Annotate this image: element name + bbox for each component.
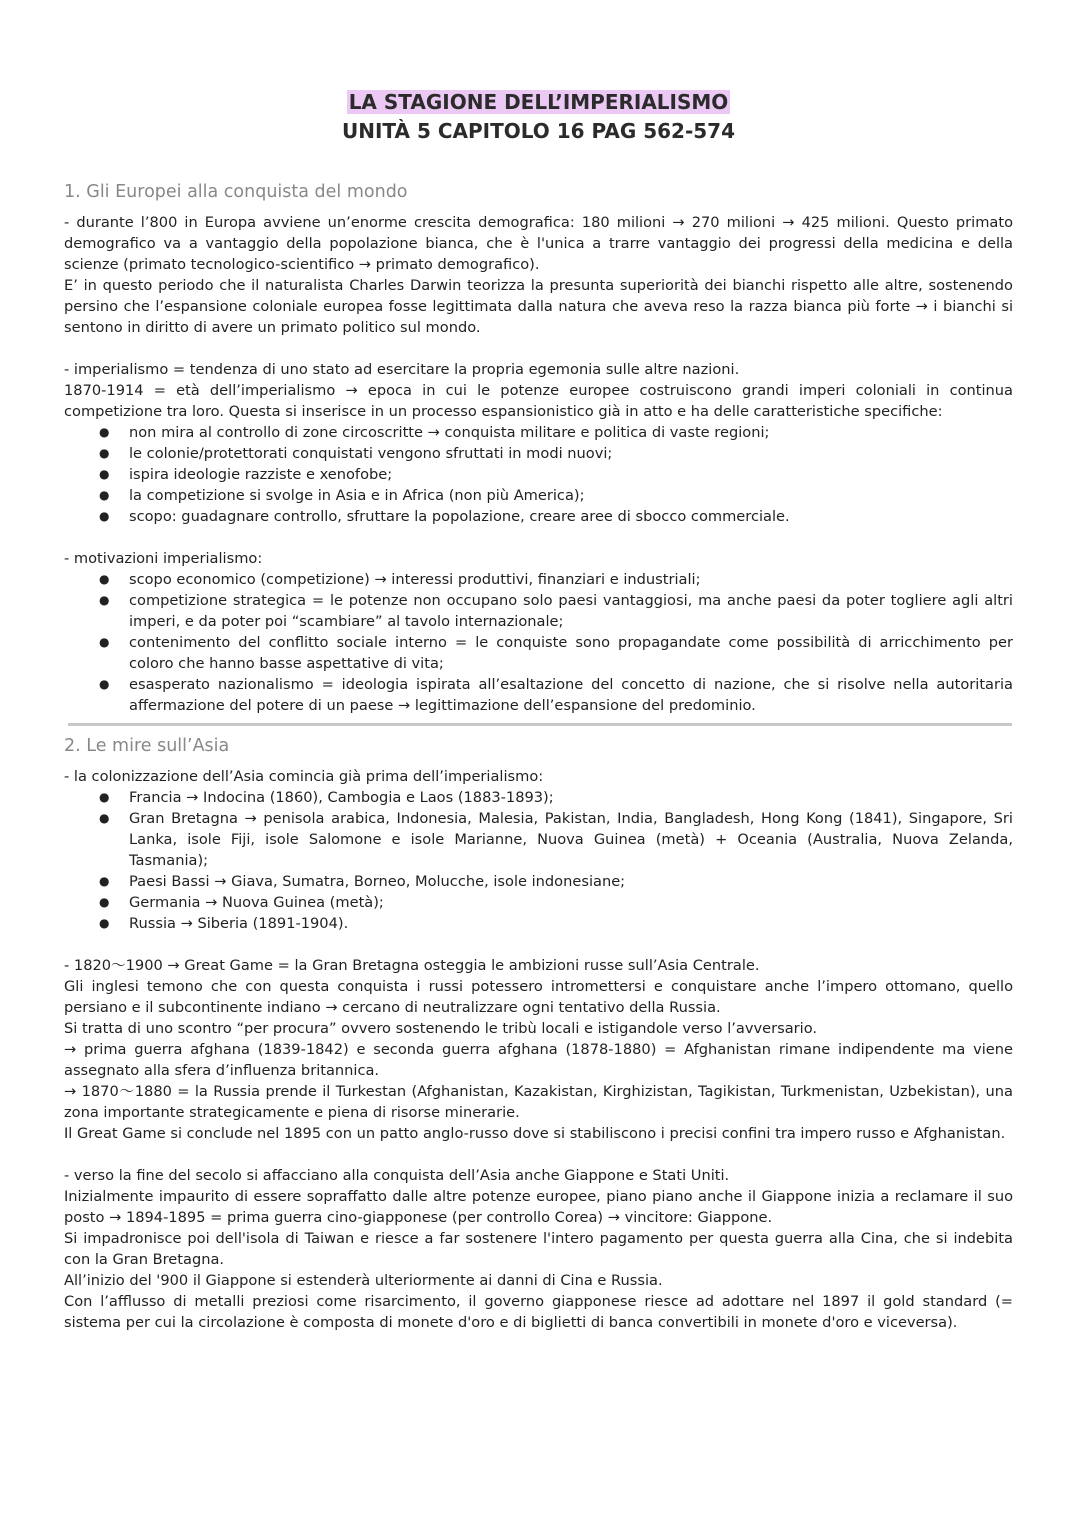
list-item: ● Gran Bretagna → penisola arabica, Indonesia, Malesia, Pakistan, India, Bangladesh, Hong Kong (1841), Singapore, Sri Lanka, isole Fiji, isole Salomone e isole Marianne, Nuova Guinea (metà) + Oceania (Australia, Nuova Zelanda, Tasmania); bbox=[99, 810, 1013, 869]
section-divider bbox=[68, 723, 1012, 726]
document-page bbox=[64, 88, 1013, 1333]
paragraph: - imperialismo = tendenza di uno stato ad esercitare la propria egemonia sulle altre nazioni. bbox=[64, 361, 740, 378]
bullet-icon: ● bbox=[99, 874, 110, 888]
list-item: ● competizione strategica = le potenze non occupano solo paesi vantaggiosi, ma anche paesi da poter togliere agli altri imperi, e da poter poi “scambiare” al tavolo internazionale; bbox=[99, 592, 1013, 630]
bullet-icon: ● bbox=[99, 572, 110, 586]
paragraph: - la colonizzazione dell’Asia comincia già prima dell’imperialismo: bbox=[64, 768, 544, 785]
list-item: ● Germania → Nuova Guinea (metà); bbox=[99, 894, 384, 911]
paragraph: E’ in questo periodo che il naturalista Charles Darwin teorizza la presunta superiorità dei bianchi rispetto alle altre, sostenendo persino che l’espansione coloniale europea fosse legittimata dalla natura che aveva reso la razza bianca più forte → i bianchi si sentono in diritto di avere un primato politico sul mondo. bbox=[64, 277, 1013, 336]
bullet-icon: ● bbox=[99, 811, 110, 825]
bullet-icon: ● bbox=[99, 635, 110, 649]
paragraph: - durante l’800 in Europa avviene un’enorme crescita demografica: 180 milioni → 270 milioni → 425 milioni. Questo primato demografico va a vantaggio della popolazione bianca, che è l'unica a trarre vantaggio dei progressi della medicina e della scienze (primato tecnologico-scientifico → primato demografico). bbox=[64, 214, 1013, 273]
list-item: ● ispira ideologie razziste e xenofobe; bbox=[99, 466, 393, 483]
section-2-heading: 2. Le mire sull’Asia bbox=[64, 736, 230, 756]
paragraph: → 1870〜1880 = la Russia prende il Turkestan (Afghanistan, Kazakistan, Kirghizistan, Tagikistan, Turkmenistan, Uzbekistan), una zona importante strategicamente e piena di risorse minerarie. bbox=[64, 1083, 1013, 1121]
list-item: ● non mira al controllo di zone circoscritte → conquista militare e politica di vaste regioni; bbox=[99, 424, 770, 441]
bullet-icon: ● bbox=[99, 509, 110, 523]
subtitle: UNITÀ 5 CAPITOLO 16 PAG 562-574 bbox=[342, 119, 735, 143]
paragraph: Si impadronisce poi dell'isola di Taiwan e riesce a far sostenere l'intero pagamento per questa guerra alla Cina, che si indebita con la Gran Bretagna. bbox=[64, 1230, 1013, 1268]
paragraph: - motivazioni imperialismo: bbox=[64, 550, 263, 567]
paragraph: Con l’afflusso di metalli preziosi come risarcimento, il governo giapponese riesce ad adottare nel 1897 il gold standard (= sistema per cui la circolazione è composta di monete d'oro e di biglietti di banca convertibili in monete d'oro e viceversa). bbox=[64, 1293, 1013, 1331]
list-item: ● Paesi Bassi → Giava, Sumatra, Borneo, Molucche, isole indonesiane; bbox=[99, 873, 626, 890]
section-1-heading: 1. Gli Europei alla conquista del mondo bbox=[64, 182, 408, 202]
bullet-list-colonies bbox=[64, 787, 1013, 934]
bullet-icon: ● bbox=[99, 425, 110, 439]
list-item: ● contenimento del conflitto sociale interno = le conquiste sono propagandate come possibilità di arricchimento per coloro che hanno basse aspettative di vita; bbox=[99, 634, 1013, 672]
bullet-icon: ● bbox=[99, 467, 110, 481]
list-item: ● le colonie/protettorati conquistati vengono sfruttati in modi nuovi; bbox=[99, 445, 613, 462]
bullet-icon: ● bbox=[99, 446, 110, 460]
bullet-icon: ● bbox=[99, 916, 110, 930]
paragraph: All’inizio del '900 il Giappone si estenderà ulteriormente ai danni di Cina e Russia. bbox=[64, 1272, 663, 1289]
bullet-icon: ● bbox=[99, 677, 110, 691]
list-item: ● scopo: guadagnare controllo, sfruttare la popolazione, creare aree di sbocco commerciale. bbox=[99, 508, 790, 525]
paragraph: - 1820〜1900 → Great Game = la Gran Bretagna osteggia le ambizioni russe sull’Asia Centrale. bbox=[64, 957, 760, 974]
paragraph: 1870-1914 = età dell’imperialismo → epoca in cui le potenze europee costruiscono grandi imperi coloniali in continua competizione tra loro. Questa si inserisce in un processo espansionistico già in atto e ha delle caratteristiche specifiche: bbox=[64, 382, 1013, 420]
bullet-icon: ● bbox=[99, 593, 110, 607]
paragraph: Gli inglesi temono che con questa conquista i russi potessero intromettersi e conquistare anche l’impero ottomano, quello persiano e il subcontinente indiano → cercano di neutralizzare ogni tentativo della Russia. bbox=[64, 978, 1013, 1016]
bullet-icon: ● bbox=[99, 790, 110, 804]
bullet-list-motivations bbox=[64, 569, 1013, 716]
paragraph: Il Great Game si conclude nel 1895 con un patto anglo-russo dove si stabiliscono i precisi confini tra impero russo e Afghanistan. bbox=[64, 1125, 1006, 1142]
list-item: ● Russia → Siberia (1891-1904). bbox=[99, 915, 349, 932]
paragraph: Si tratta di uno scontro “per procura” ovvero sostenendo le tribù locali e istigandole verso l’avversario. bbox=[64, 1020, 818, 1037]
bullet-icon: ● bbox=[99, 895, 110, 909]
main-title: LA STAGIONE DELL’IMPERIALISMO bbox=[348, 90, 729, 114]
paragraph: → prima guerra afghana (1839-1842) e seconda guerra afghana (1878-1880) = Afghanistan rimane indipendente ma viene assegnato alla sfera d’influenza britannica. bbox=[64, 1041, 1013, 1079]
list-item: ● esasperato nazionalismo = ideologia ispirata all’esaltazione del concetto di nazione, che si risolve nella autoritaria affermazione del potere di un paese → legittimazione dell’espansione del predominio. bbox=[99, 676, 1013, 714]
bullet-list-characteristics bbox=[64, 422, 1013, 527]
list-item: ● scopo economico (competizione) → interessi produttivi, finanziari e industriali; bbox=[99, 571, 701, 588]
paragraph: - verso la fine del secolo si affacciano alla conquista dell’Asia anche Giappone e Stati Uniti. bbox=[64, 1167, 730, 1184]
paragraph: Inizialmente impaurito di essere sopraffatto dalle altre potenze europee, piano piano anche il Giappone inizia a reclamare il suo posto → 1894-1895 = prima guerra cino-giapponese (per controllo Corea) → vincitore: Giappone. bbox=[64, 1188, 1013, 1226]
list-item: ● la competizione si svolge in Asia e in Africa (non più America); bbox=[99, 487, 585, 504]
list-item: ● Francia → Indocina (1860), Cambogia e Laos (1883-1893); bbox=[99, 789, 554, 806]
bullet-icon: ● bbox=[99, 488, 110, 502]
title-block bbox=[64, 88, 1013, 146]
